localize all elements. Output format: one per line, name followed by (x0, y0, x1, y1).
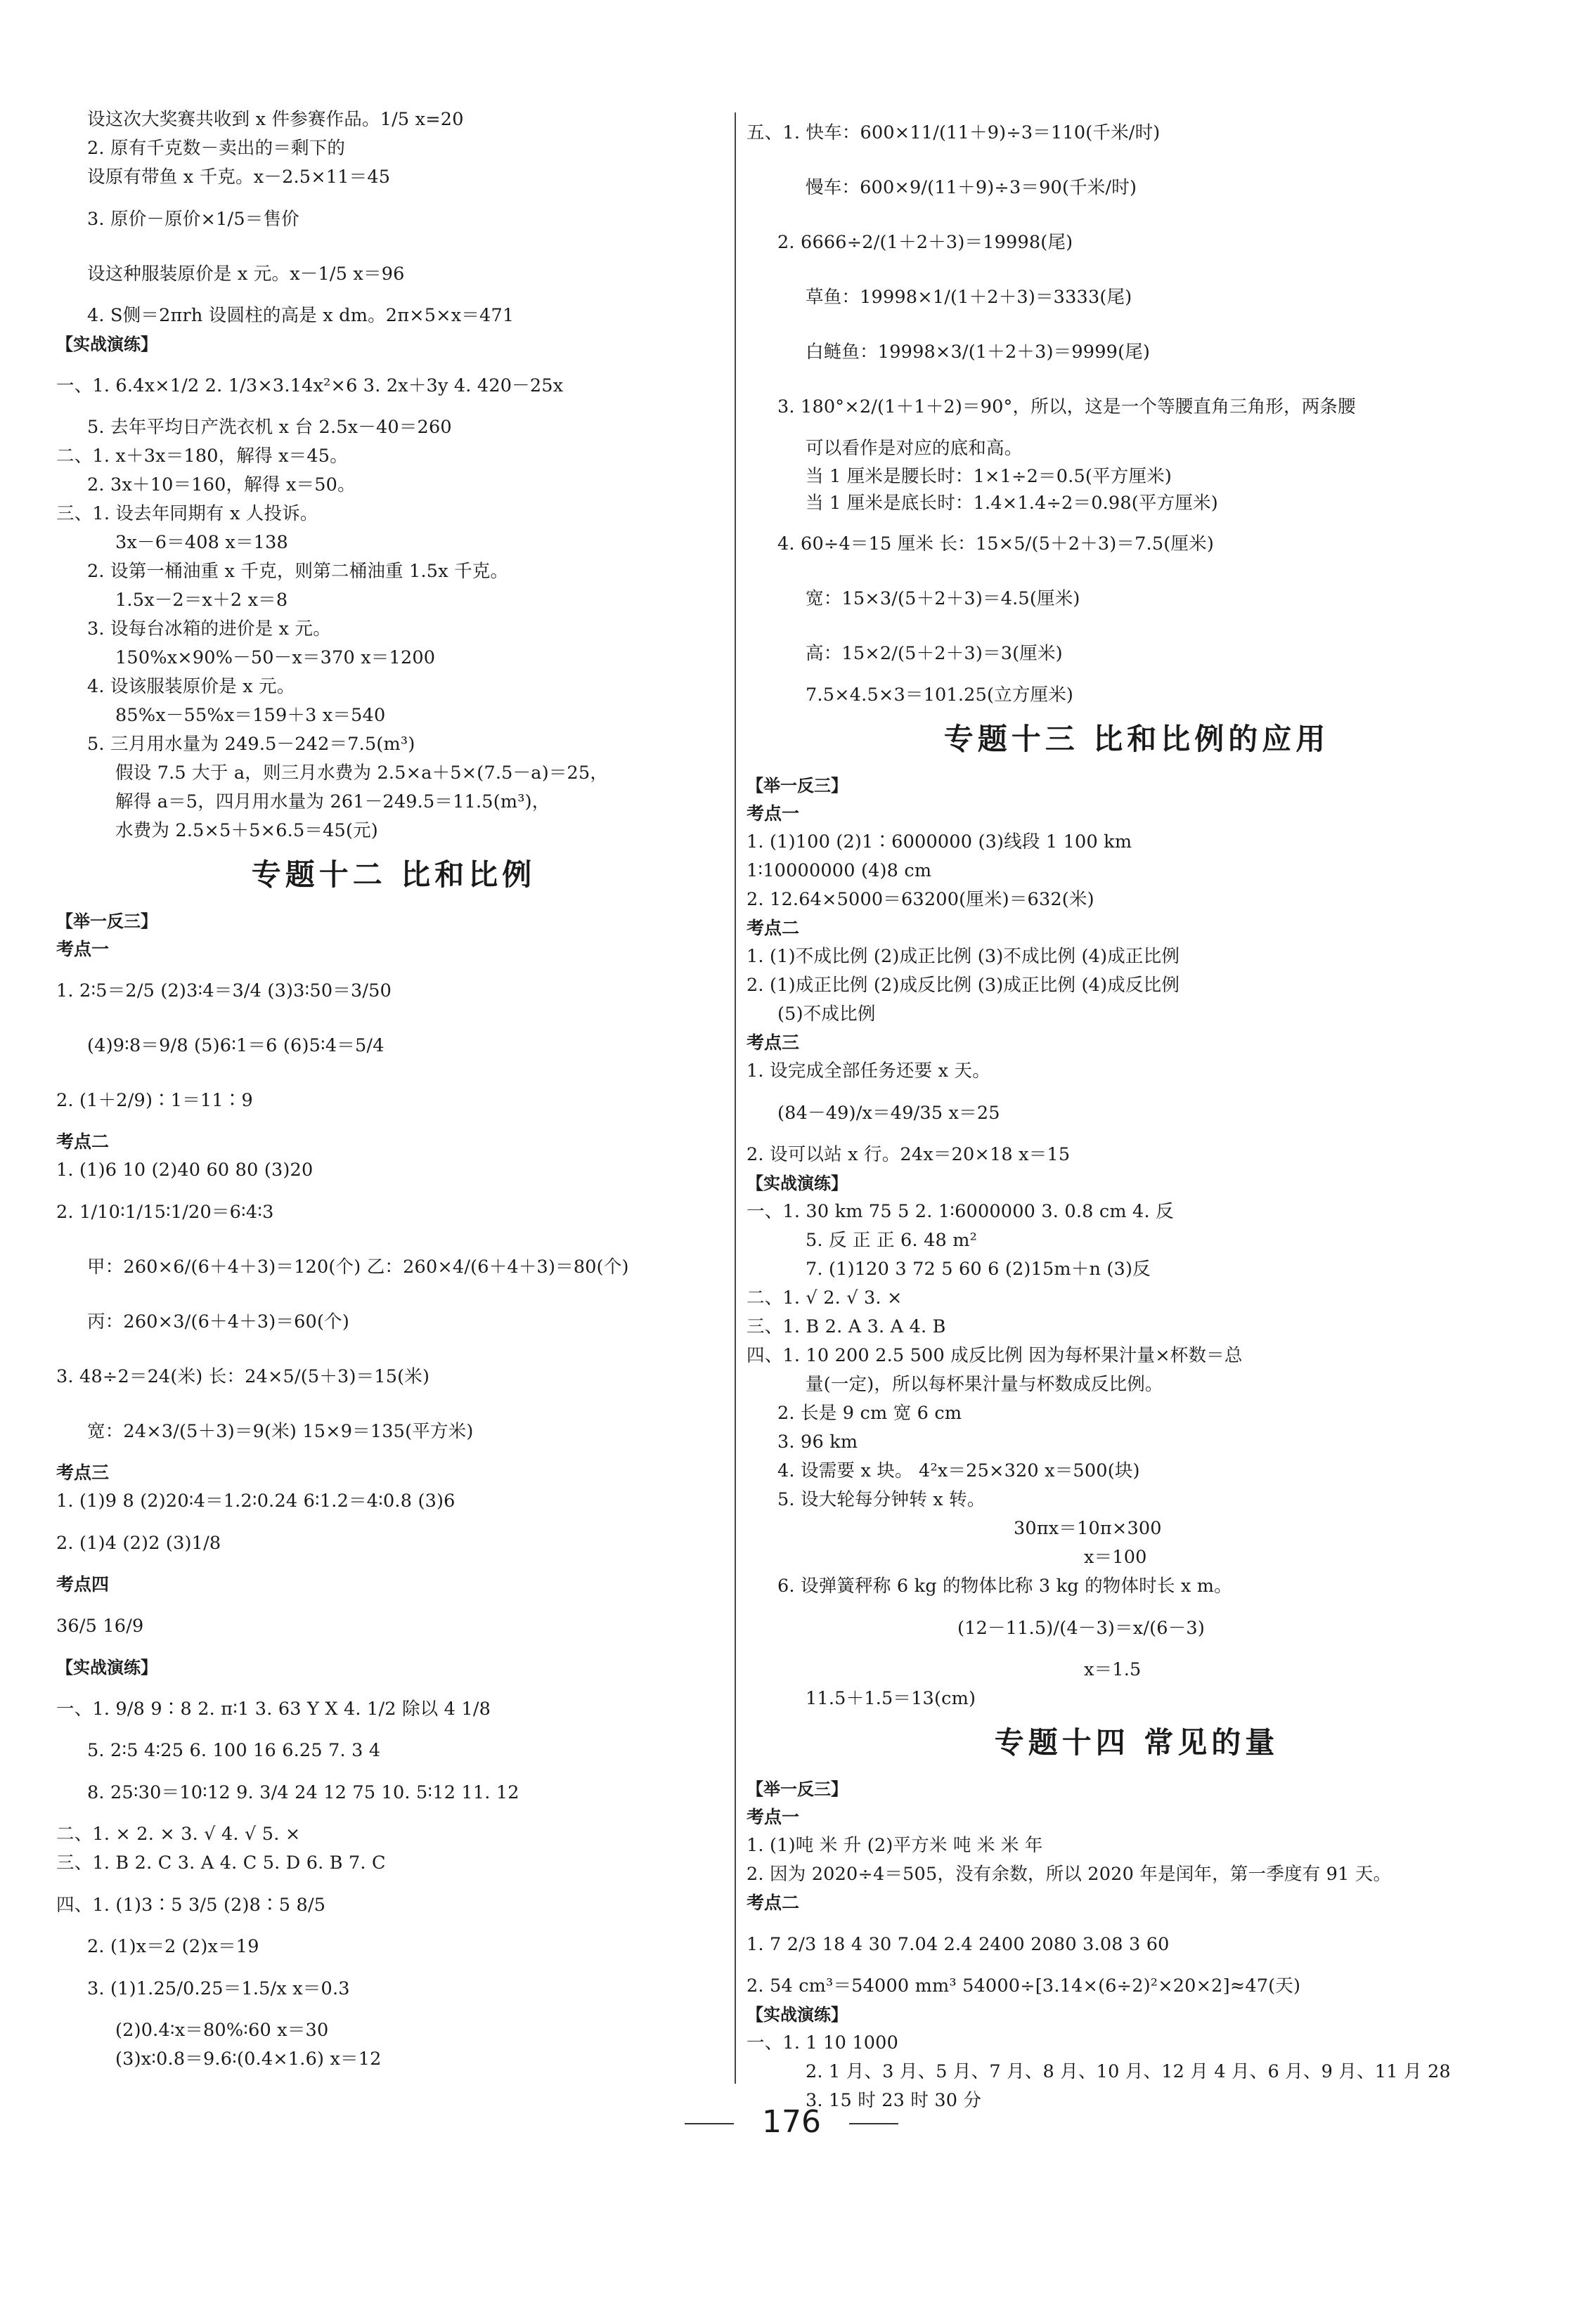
answer-line: 设这种服装原价是 x 元。x－1/5 x＝96 (87, 264, 405, 285)
answer-line: 一、1. 9/8 9∶8 2. π∶1 3. 63 Y X 4. 1/2 除以 4 1/8 (56, 1699, 491, 1720)
answer-line: 5. 2∶5 4∶25 6. 100 16 6.25 7. 3 4 (87, 1740, 381, 1761)
answer-line: 一、1. 30 km 75 5 2. 1∶6000000 3. 0.8 cm 4. 反 (747, 1201, 1174, 1222)
exam-point-title: 考点一 (747, 1807, 800, 1827)
answer-line: 二、1. √ 2. √ 3. × (747, 1287, 903, 1309)
answer-line: 2. 因为 2020÷4＝505，没有余数，所以 2020 年是闰年，第一季度有 91 天。 (747, 1864, 1392, 1885)
answer-line: 6. 设弹簧秤称 6 kg 的物体比称 3 kg 的物体时长 x m。 (777, 1576, 1232, 1597)
answer-line: 设原有带鱼 x 千克。x－2.5×11＝45 (87, 167, 391, 188)
page-number: 176 (762, 2104, 821, 2140)
answer-line: 假设 7.5 大于 a，则三月水费为 2.5×a＋5×(7.5－a)＝25， (115, 762, 609, 784)
answer-line: 7. (1)120 3 72 5 60 6 (2)15m＋n (3)反 (806, 1259, 1151, 1280)
answer-line: 白鲢鱼：19998×3/(1＋2＋3)＝9999(尾) (806, 342, 1151, 363)
section-label: 【实战演练】 (747, 2005, 848, 2025)
answer-line: (12－11.5)/(4－3)＝x/(6－3) (957, 1618, 1205, 1639)
answer-line: 三、1. 设去年同期有 x 人投诉。 (56, 503, 318, 524)
section-heading: 专题十三 比和比例的应用 (943, 722, 1330, 756)
answer-line: 3. 设每台冰箱的进价是 x 元。 (87, 618, 331, 640)
answer-line: 二、1. × 2. × 3. √ 4. √ 5. × (56, 1824, 301, 1845)
answer-line: 4. S侧＝2πrh 设圆柱的高是 x dm。2π×5×x＝471 (87, 305, 515, 326)
answer-line: x＝1.5 (1084, 1659, 1142, 1680)
exam-point-title: 考点二 (747, 1893, 800, 1913)
section-label: 【实战演练】 (56, 1658, 157, 1677)
section-label: 【举一反三】 (747, 776, 848, 796)
answer-line: 2. 54 cm³＝54000 mm³ 54000÷[3.14×(6÷2)²×20×2]≈47(天) (747, 1975, 1301, 1997)
answer-line: 高：15×2/(5＋2＋3)＝3(厘米) (806, 643, 1063, 664)
section-heading: 专题十二 比和比例 (251, 857, 536, 892)
answer-line: 1∶10000000 (4)8 cm (747, 860, 932, 881)
page-footer (0, 2101, 1583, 2143)
answer-line: 36/5 16/9 (56, 1616, 144, 1637)
exam-point-title: 考点一 (56, 939, 110, 959)
answer-line: 85%x－55%x＝159＋3 x＝540 (115, 705, 386, 726)
answer-line: 四、1. (1)3∶5 3/5 (2)8∶5 8/5 (56, 1895, 326, 1916)
answer-line: 5. 反 正 正 6. 48 m² (806, 1230, 978, 1251)
answer-line: 1. (1)100 (2)1∶6000000 (3)线段 1 100 km (747, 831, 1132, 852)
answer-line: 150%x×90%－50－x＝370 x＝1200 (115, 647, 436, 668)
answer-line: 3. 180°×2/(1＋1＋2)＝90°，所以，这是一个等腰直角三角形，两条腰 (777, 396, 1356, 417)
answer-line: 11.5＋1.5＝13(cm) (806, 1688, 976, 1709)
section-heading: 专题十四 常见的量 (994, 1725, 1279, 1760)
answer-line: 甲：260×6/(6＋4＋3)＝120(个) 乙：260×4/(6＋4＋3)＝80(个) (87, 1257, 629, 1278)
answer-line: x＝100 (1084, 1547, 1147, 1568)
answer-line: 慢车：600×9/(11＋9)÷3＝90(千米/时) (806, 177, 1137, 198)
answer-line: 可以看作是对应的底和高。 (806, 438, 1023, 459)
footer-dash-left (685, 2123, 734, 2124)
answer-line: 1. (1)9 8 (2)20∶4＝1.2∶0.24 6∶1.2＝4∶0.8 (3)6 (56, 1491, 455, 1512)
answer-line: 丙：260×3/(6＋4＋3)＝60(个) (87, 1311, 349, 1332)
answer-line: 1. 7 2/3 18 4 30 7.04 2.4 2400 2080 3.08 3 60 (747, 1934, 1170, 1955)
answer-line: (2)0.4∶x＝80%∶60 x＝30 (115, 2020, 329, 2041)
answer-line: 4. 60÷4＝15 厘米 长：15×5/(5＋2＋3)＝7.5(厘米) (777, 533, 1214, 554)
answer-line: 3. 原价－原价×1/5＝售价 (87, 209, 299, 230)
answer-line: 3. 48÷2＝24(米) 长：24×5/(5＋3)＝15(米) (56, 1366, 430, 1387)
answer-line: 1. 2∶5＝2/5 (2)3∶4＝3/4 (3)3∶50＝3/50 (56, 980, 392, 1001)
answer-line: 30πx＝10π×300 (1014, 1518, 1162, 1539)
section-label: 【举一反三】 (747, 1779, 848, 1799)
answer-line: 1. 设完成全部任务还要 x 天。 (747, 1060, 990, 1082)
exam-point-title: 考点四 (56, 1574, 110, 1595)
exam-point-title: 考点一 (747, 803, 800, 824)
answer-line: 2. (1＋2/9)∶1＝11∶9 (56, 1090, 253, 1111)
answer-line: 3x－6＝408 x＝138 (115, 532, 288, 553)
answer-line: 2. (1)4 (2)2 (3)1/8 (56, 1533, 221, 1554)
answer-line: 宽：15×3/(5＋2＋3)＝4.5(厘米) (806, 588, 1080, 609)
answer-line: 量(一定)，所以每杯果汁量与杯数成反比例。 (806, 1374, 1163, 1395)
answer-line: 2. (1)x＝2 (2)x＝19 (87, 1936, 259, 1957)
answer-line: 1. (1)不成比例 (2)成正比例 (3)不成比例 (4)成正比例 (747, 946, 1180, 967)
answer-line: 7.5×4.5×3＝101.25(立方厘米) (806, 684, 1074, 706)
answer-line: 当 1 厘米是腰长时：1×1÷2＝0.5(平方厘米) (806, 466, 1172, 487)
answer-line: 2. 6666÷2/(1＋2＋3)＝19998(尾) (777, 232, 1073, 253)
exam-point-title: 考点二 (56, 1131, 110, 1152)
answer-line: 5. 三月用水量为 249.5－242＝7.5(m³) (87, 734, 415, 755)
answer-line: 5. 设大轮每分钟转 x 转。 (777, 1489, 986, 1510)
answer-line: 2. 3x＋10＝160，解得 x＝50。 (87, 474, 356, 495)
footer-dash-right (849, 2123, 898, 2124)
answer-line: 五、1. 快车：600×11/(11＋9)÷3＝110(千米/时) (747, 122, 1161, 143)
answer-line: 2. 原有千克数－卖出的＝剩下的 (87, 138, 346, 159)
answer-line: 5. 去年平均日产洗衣机 x 台 2.5x－40＝260 (87, 417, 452, 438)
answer-line: 二、1. x＋3x＝180，解得 x＝45。 (56, 446, 348, 467)
exam-point-title: 考点二 (747, 918, 800, 938)
left-column (56, 105, 731, 2074)
answer-line: 2. 12.64×5000＝63200(厘米)＝632(米) (747, 889, 1094, 910)
section-label: 【举一反三】 (56, 911, 157, 931)
answer-line: 4. 设该服装原价是 x 元。 (87, 676, 295, 697)
answer-line: (3)x∶0.8＝9.6∶(0.4×1.6) x＝12 (115, 2049, 382, 2070)
answer-line: 1.5x－2＝x＋2 x＝8 (115, 590, 288, 611)
answer-line: 草鱼：19998×1/(1＋2＋3)＝3333(尾) (806, 287, 1132, 308)
exam-point-title: 考点三 (56, 1462, 110, 1483)
answer-line: 3. 96 km (777, 1432, 858, 1453)
answer-line: 四、1. 10 200 2.5 500 成反比例 因为每杯果汁量×杯数＝总 (747, 1345, 1243, 1366)
section-label: 【实战演练】 (747, 1174, 848, 1193)
answer-line: 设这次大奖赛共收到 x 件参赛作品。1/5 x=20 (87, 109, 464, 130)
answer-line: 3. 15 时 23 时 30 分 (806, 2090, 982, 2111)
answer-line: 2. 1 月、3 月、5 月、7 月、8 月、10 月、12 月 4 月、6 月、9 月、11 月 28 (806, 2061, 1451, 2082)
answer-line: (4)9∶8＝9/8 (5)6∶1＝6 (6)5∶4＝5/4 (87, 1035, 385, 1056)
answer-line: (84－49)/x＝49/35 x＝25 (777, 1103, 1000, 1124)
answer-line: 3. (1)1.25/0.25＝1.5/x x＝0.3 (87, 1978, 350, 1999)
answer-line: 1. (1)6 10 (2)40 60 80 (3)20 (56, 1160, 314, 1181)
answer-line: 8. 25∶30＝10∶12 9. 3/4 24 12 75 10. 5∶12 11. 12 (87, 1782, 519, 1803)
answer-line: 宽：24×3/(5＋3)＝9(米) 15×9＝135(平方米) (87, 1421, 474, 1442)
answer-line: 2. 设第一桶油重 x 千克，则第二桶油重 1.5x 千克。 (87, 561, 509, 582)
answer-line: 2. 长是 9 cm 宽 6 cm (777, 1403, 962, 1424)
answer-line: 2. 设可以站 x 行。24x＝20×18 x＝15 (747, 1144, 1071, 1165)
answer-line: (5)不成比例 (777, 1004, 876, 1025)
exam-point-title: 考点三 (747, 1032, 800, 1053)
answer-line: 水费为 2.5×5＋5×6.5＝45(元) (115, 820, 378, 841)
answer-line: 三、1. B 2. A 3. A 4. B (747, 1316, 946, 1337)
answer-line: 1. (1)吨 米 升 (2)平方米 吨 米 米 年 (747, 1835, 1043, 1856)
answer-line: 解得 a＝5，四月用水量为 261－249.5＝11.5(m³)， (115, 791, 550, 812)
column-divider (735, 112, 736, 2084)
answer-line: 2. 1/10∶1/15∶1/20＝6∶4∶3 (56, 1202, 274, 1223)
answer-line: 三、1. B 2. C 3. A 4. C 5. D 6. B 7. C (56, 1852, 386, 1874)
answer-line: 一、1. 6.4x×1/2 2. 1/3×3.14x²×6 3. 2x＋3y 4. 420－25x (56, 375, 564, 396)
answer-line: 2. (1)成正比例 (2)成反比例 (3)成正比例 (4)成反比例 (747, 975, 1180, 996)
section-label: 【实战演练】 (56, 335, 157, 354)
right-column (747, 105, 1527, 2115)
answer-line: 当 1 厘米是底长时：1.4×1.4÷2＝0.98(平方厘米) (806, 493, 1218, 514)
answer-line: 4. 设需要 x 块。 4²x＝25×320 x＝500(块) (777, 1460, 1140, 1481)
answer-line: 一、1. 1 10 1000 (747, 2032, 899, 2053)
